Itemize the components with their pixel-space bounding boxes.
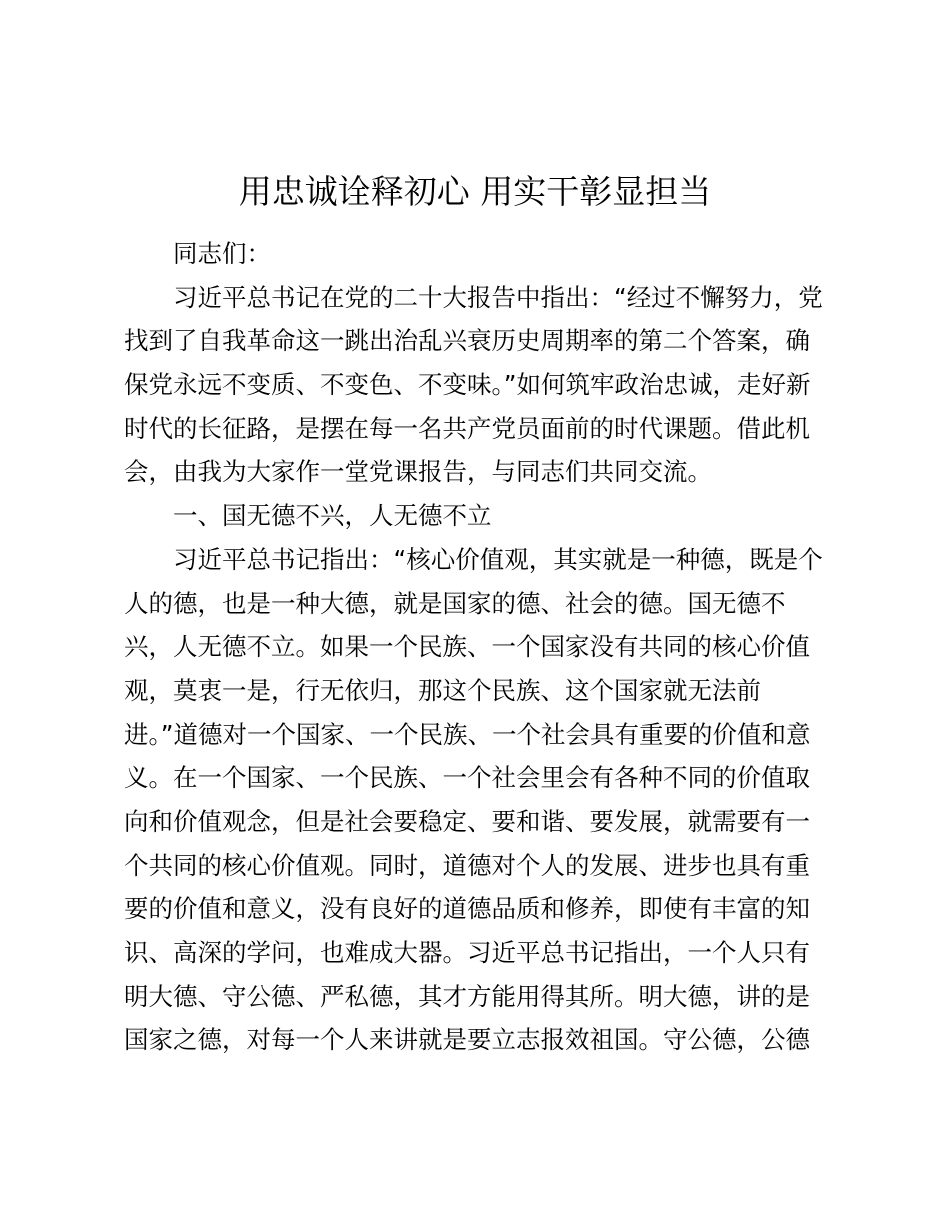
body-line: 进。”道德对一个国家、一个民族、一个社会具有重要的价值和意 — [124, 719, 811, 749]
document-title: 用忠诚诠释初心 用实干彰显担当 — [238, 172, 712, 211]
body-line: 找到了自我革命这一跳出治乱兴衰历史周期率的第二个答案，确 — [124, 326, 810, 356]
body-line: 识、高深的学问，也难成大器。习近平总书记指出，一个人只有 — [124, 938, 810, 967]
body-line: 个共同的核心价值观。同时，道德对个人的发展、进步也具有重 — [124, 850, 810, 880]
body-line: 义。在一个国家、一个民族、一个社会里会有各种不同的价值取 — [124, 763, 810, 793]
document-body — [124, 232, 844, 1062]
body-line: 观，莫衷一是，行无依归，那这个民族、这个国家就无法前 — [124, 675, 761, 705]
body-line: 时代的长征路，是摆在每一名共产党员面前的时代课题。借此机 — [124, 413, 810, 443]
body-line: 明大德、守公德、严私德，其才方能用得其所。明大德，讲的是 — [124, 981, 810, 1011]
body-line: 同志们： — [173, 239, 271, 268]
body-line: 国家之德，对每一个人来讲就是要立志报效祖国。守公德，公德 — [124, 1025, 810, 1055]
body-line: 会，由我为大家作一堂党课报告，与同志们共同交流。 — [124, 457, 712, 487]
body-line: 兴，人无德不立。如果一个民族、一个国家没有共同的核心价值 — [124, 632, 810, 662]
body-line: 习近平总书记指出：“核心价值观，其实就是一种德，既是个 — [173, 544, 823, 574]
body-line: 保党永远不变质、不变色、不变味。”如何筑牢政治忠诚，走好新 — [124, 370, 811, 400]
body-line: 人的德，也是一种大德，就是国家的德、社会的德。国无德不 — [124, 588, 786, 618]
body-line: 向和价值观念，但是社会要稳定、要和谐、要发展，就需要有一 — [124, 806, 810, 836]
body-line: 习近平总书记在党的二十大报告中指出：“经过不懈努力，党 — [173, 282, 823, 312]
body-line: 要的价值和意义，没有良好的道德品质和修养，即使有丰富的知 — [124, 894, 810, 924]
section-heading: 一、国无德不兴，人无德不立 — [173, 501, 492, 531]
